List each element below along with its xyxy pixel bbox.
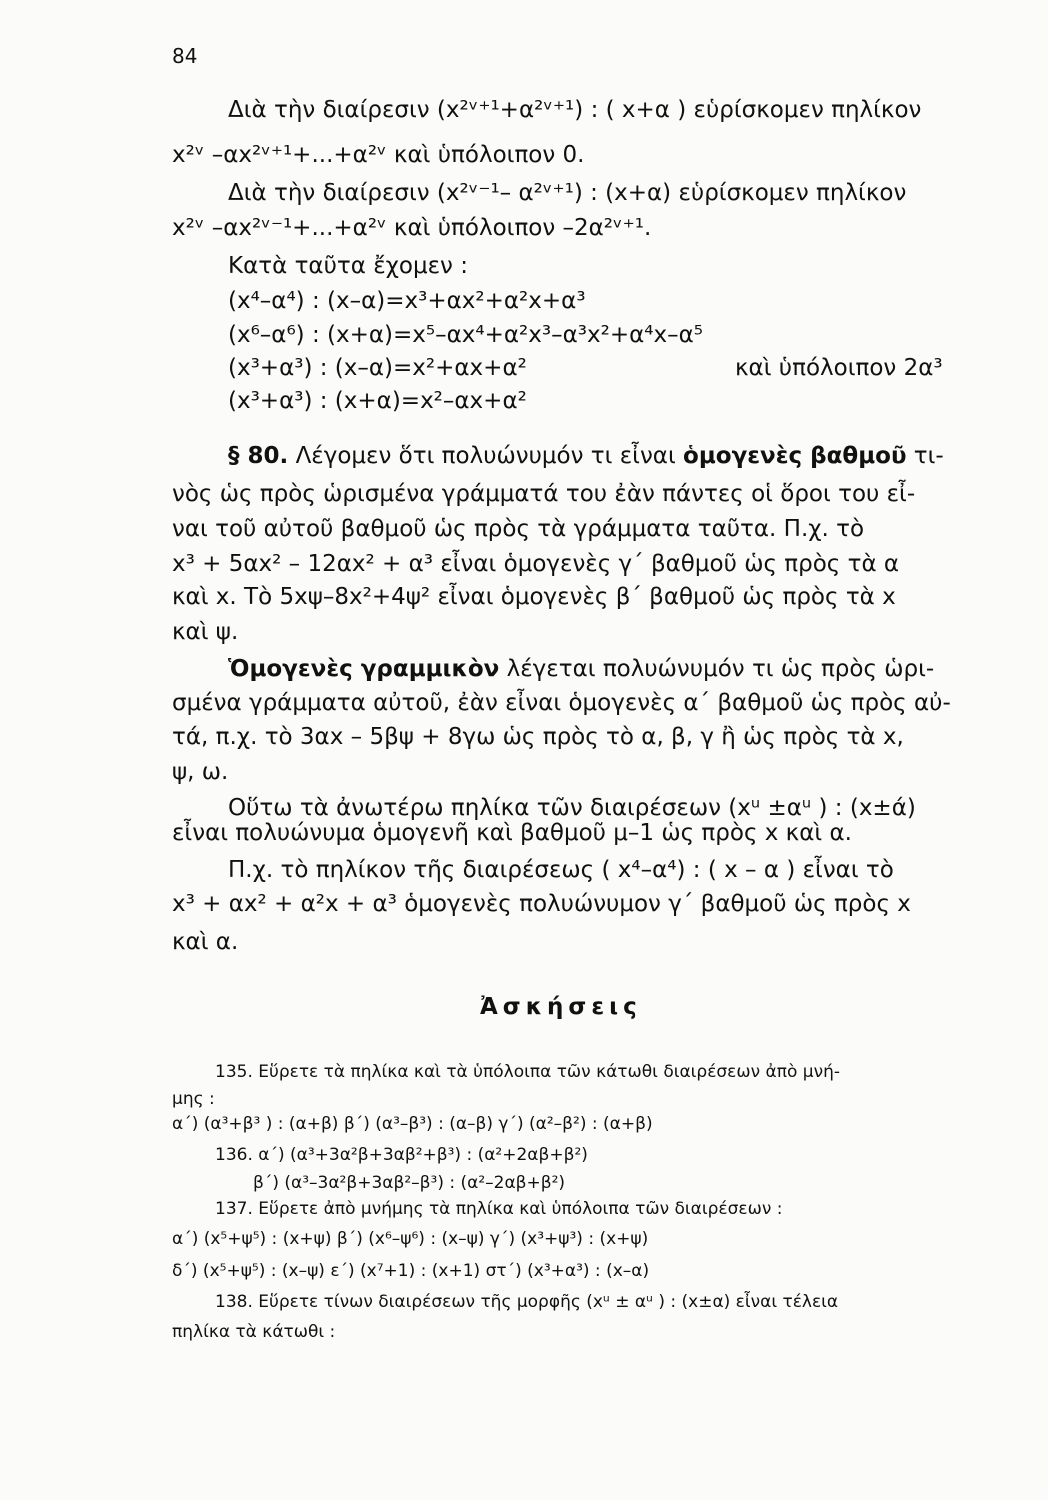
exercise-line: δ΄) (x⁵+ψ⁵) : (x–ψ) ε΄) (x⁷+1) : (x+1) στ΄) (x³+α³) : (x–α): [172, 1261, 650, 1281]
intro-line: Διὰ τὴν διαίρεσιν (x²ᵛ⁺¹+α²ᵛ⁺¹) : ( x+α ) εὑρίσκομεν πηλίκον: [228, 97, 922, 123]
exercise-line: α΄) (x⁵+ψ⁵) : (x+ψ) β΄) (x⁶–ψ⁶) : (x–ψ) γ΄) (x³+ψ³) : (x+ψ): [172, 1229, 649, 1249]
paragraph-line: ψ, ω.: [172, 759, 229, 785]
paragraph-line: καὶ α.: [172, 929, 239, 955]
formula-line: (x⁴–α⁴) : (x–α)=x³+αx²+α²x+α³: [228, 288, 586, 314]
paragraph-line: Οὕτω τὰ ἀνωτέρω πηλίκα τῶν διαιρέσεων (xᵘ ±αᵘ ) : (x±ά): [228, 795, 916, 821]
paragraph-line: καὶ x. Τὸ 5xψ–8x²+4ψ² εἶναι ὁμογενὲς β΄ βαθμοῦ ὡς πρὸς τὰ x: [172, 584, 896, 610]
paragraph-line: καὶ ψ.: [172, 619, 239, 645]
exercises-title: Ἀσκήσεις: [480, 994, 642, 1020]
paragraph-line: νὸς ὡς πρὸς ὡρισμένα γράμματά του ἐὰν πάντες οἱ ὅροι του εἶ-: [172, 481, 916, 507]
paragraph-line: τά, π.χ. τὸ 3αx – 5βψ + 8γω ὡς πρὸς τὸ α, β, γ ἢ ὡς πρὸς τὰ x,: [172, 724, 904, 750]
paragraph-line: x³ + αx² + α²x + α³ ὁμογενὲς πολυώνυμον γ΄ βαθμοῦ ὡς πρὸς x: [172, 891, 911, 917]
paragraph-line: Π.χ. τὸ πηλίκον τῆς διαιρέσεως ( x⁴–α⁴) : ( x – α ) εἶναι τὸ: [228, 857, 894, 883]
exercise-line: μης :: [172, 1089, 215, 1109]
intro-line: Κατὰ ταῦτα ἔχομεν :: [228, 253, 468, 279]
exercise-line: 136. α΄) (α³+3α²β+3αβ²+β³) : (α²+2αβ+β²): [215, 1145, 588, 1165]
homogeneous-linear-line: [228, 654, 934, 684]
paragraph-line: σμένα γράμματα αὐτοῦ, ἐὰν εἶναι ὁμογενὲς α΄ βαθμοῦ ὡς πρὸς αὐ-: [172, 690, 951, 716]
paragraph-line: εἶναι πολυώνυμα ὁμογενῆ καὶ βαθμοῦ μ–1 ὡς πρὸς x καὶ α.: [172, 820, 852, 846]
section-80-first-line: [228, 441, 944, 471]
paragraph-text: λέγεται πολυώνυμόν τι ὡς πρὸς ὡρι-: [506, 656, 935, 682]
paragraph-line: x³ + 5αx² – 12αx² + α³ εἶναι ὁμογενὲς γ΄ βαθμοῦ ὡς πρὸς τὰ α: [172, 551, 900, 577]
page-number: 84: [172, 44, 198, 68]
formula-line: (x³+α³) : (x+α)=x²–αx+α²: [228, 388, 527, 414]
formula-line: (x³+α³) : (x–α)=x²+αx+α²: [228, 355, 527, 381]
exercise-line: 135. Εὕρετε τὰ πηλίκα καὶ τὰ ὑπόλοιπα τῶν κάτωθι διαιρέσεων ἀπὸ μνή-: [215, 1062, 840, 1082]
exercise-line: 138. Εὕρετε τίνων διαιρέσεων τῆς μορφῆς (xᵘ ± αᵘ ) : (x±α) εἶναι τέλεια: [215, 1292, 839, 1312]
remainder-note: καὶ ὑπόλοιπον 2α³: [735, 355, 943, 381]
paragraph-text: Λέγομεν ὅτι πολυώνυμόν τι εἶναι: [295, 443, 676, 469]
defined-term: ὁμογενὲς βαθμοῦ: [683, 443, 907, 469]
intro-line: x²ᵛ –αx²ᵛ⁻¹+...+α²ᵛ καὶ ὑπόλοιπον –2α²ᵛ⁺¹.: [172, 215, 652, 241]
formula-line: (x⁶–α⁶) : (x+α)=x⁵–αx⁴+α²x³–α³x²+α⁴x–α⁵: [228, 322, 703, 348]
exercise-line: α΄) (α³+β³ ) : (α+β) β΄) (α³–β³) : (α–β) γ΄) (α²–β²) : (α+β): [172, 1114, 653, 1134]
intro-line: x²ᵛ –αx²ᵛ⁺¹+...+α²ᵛ καὶ ὑπόλοιπον 0.: [172, 142, 585, 168]
exercise-line: β΄) (α³–3α²β+3αβ²–β³) : (α²–2αβ+β²): [253, 1173, 566, 1193]
section-number: § 80.: [228, 443, 289, 469]
intro-line: Διὰ τὴν διαίρεσιν (x²ᵛ⁻¹– α²ᵛ⁺¹) : (x+α) εὑρίσκομεν πηλίκον: [228, 180, 907, 206]
paragraph-line: ναι τοῦ αὐτοῦ βαθμοῦ ὡς πρὸς τὰ γράμματα ταῦτα. Π.χ. τὸ: [172, 516, 865, 542]
paragraph-text: τι-: [913, 443, 944, 469]
exercise-line: πηλίκα τὰ κάτωθι :: [172, 1322, 336, 1342]
exercise-line: 137. Εὕρετε ἀπὸ μνήμης τὰ πηλίκα καὶ ὑπόλοιπα τῶν διαιρέσεων :: [215, 1199, 783, 1219]
defined-term: Ὁμογενὲς γραμμικὸν: [228, 656, 500, 682]
